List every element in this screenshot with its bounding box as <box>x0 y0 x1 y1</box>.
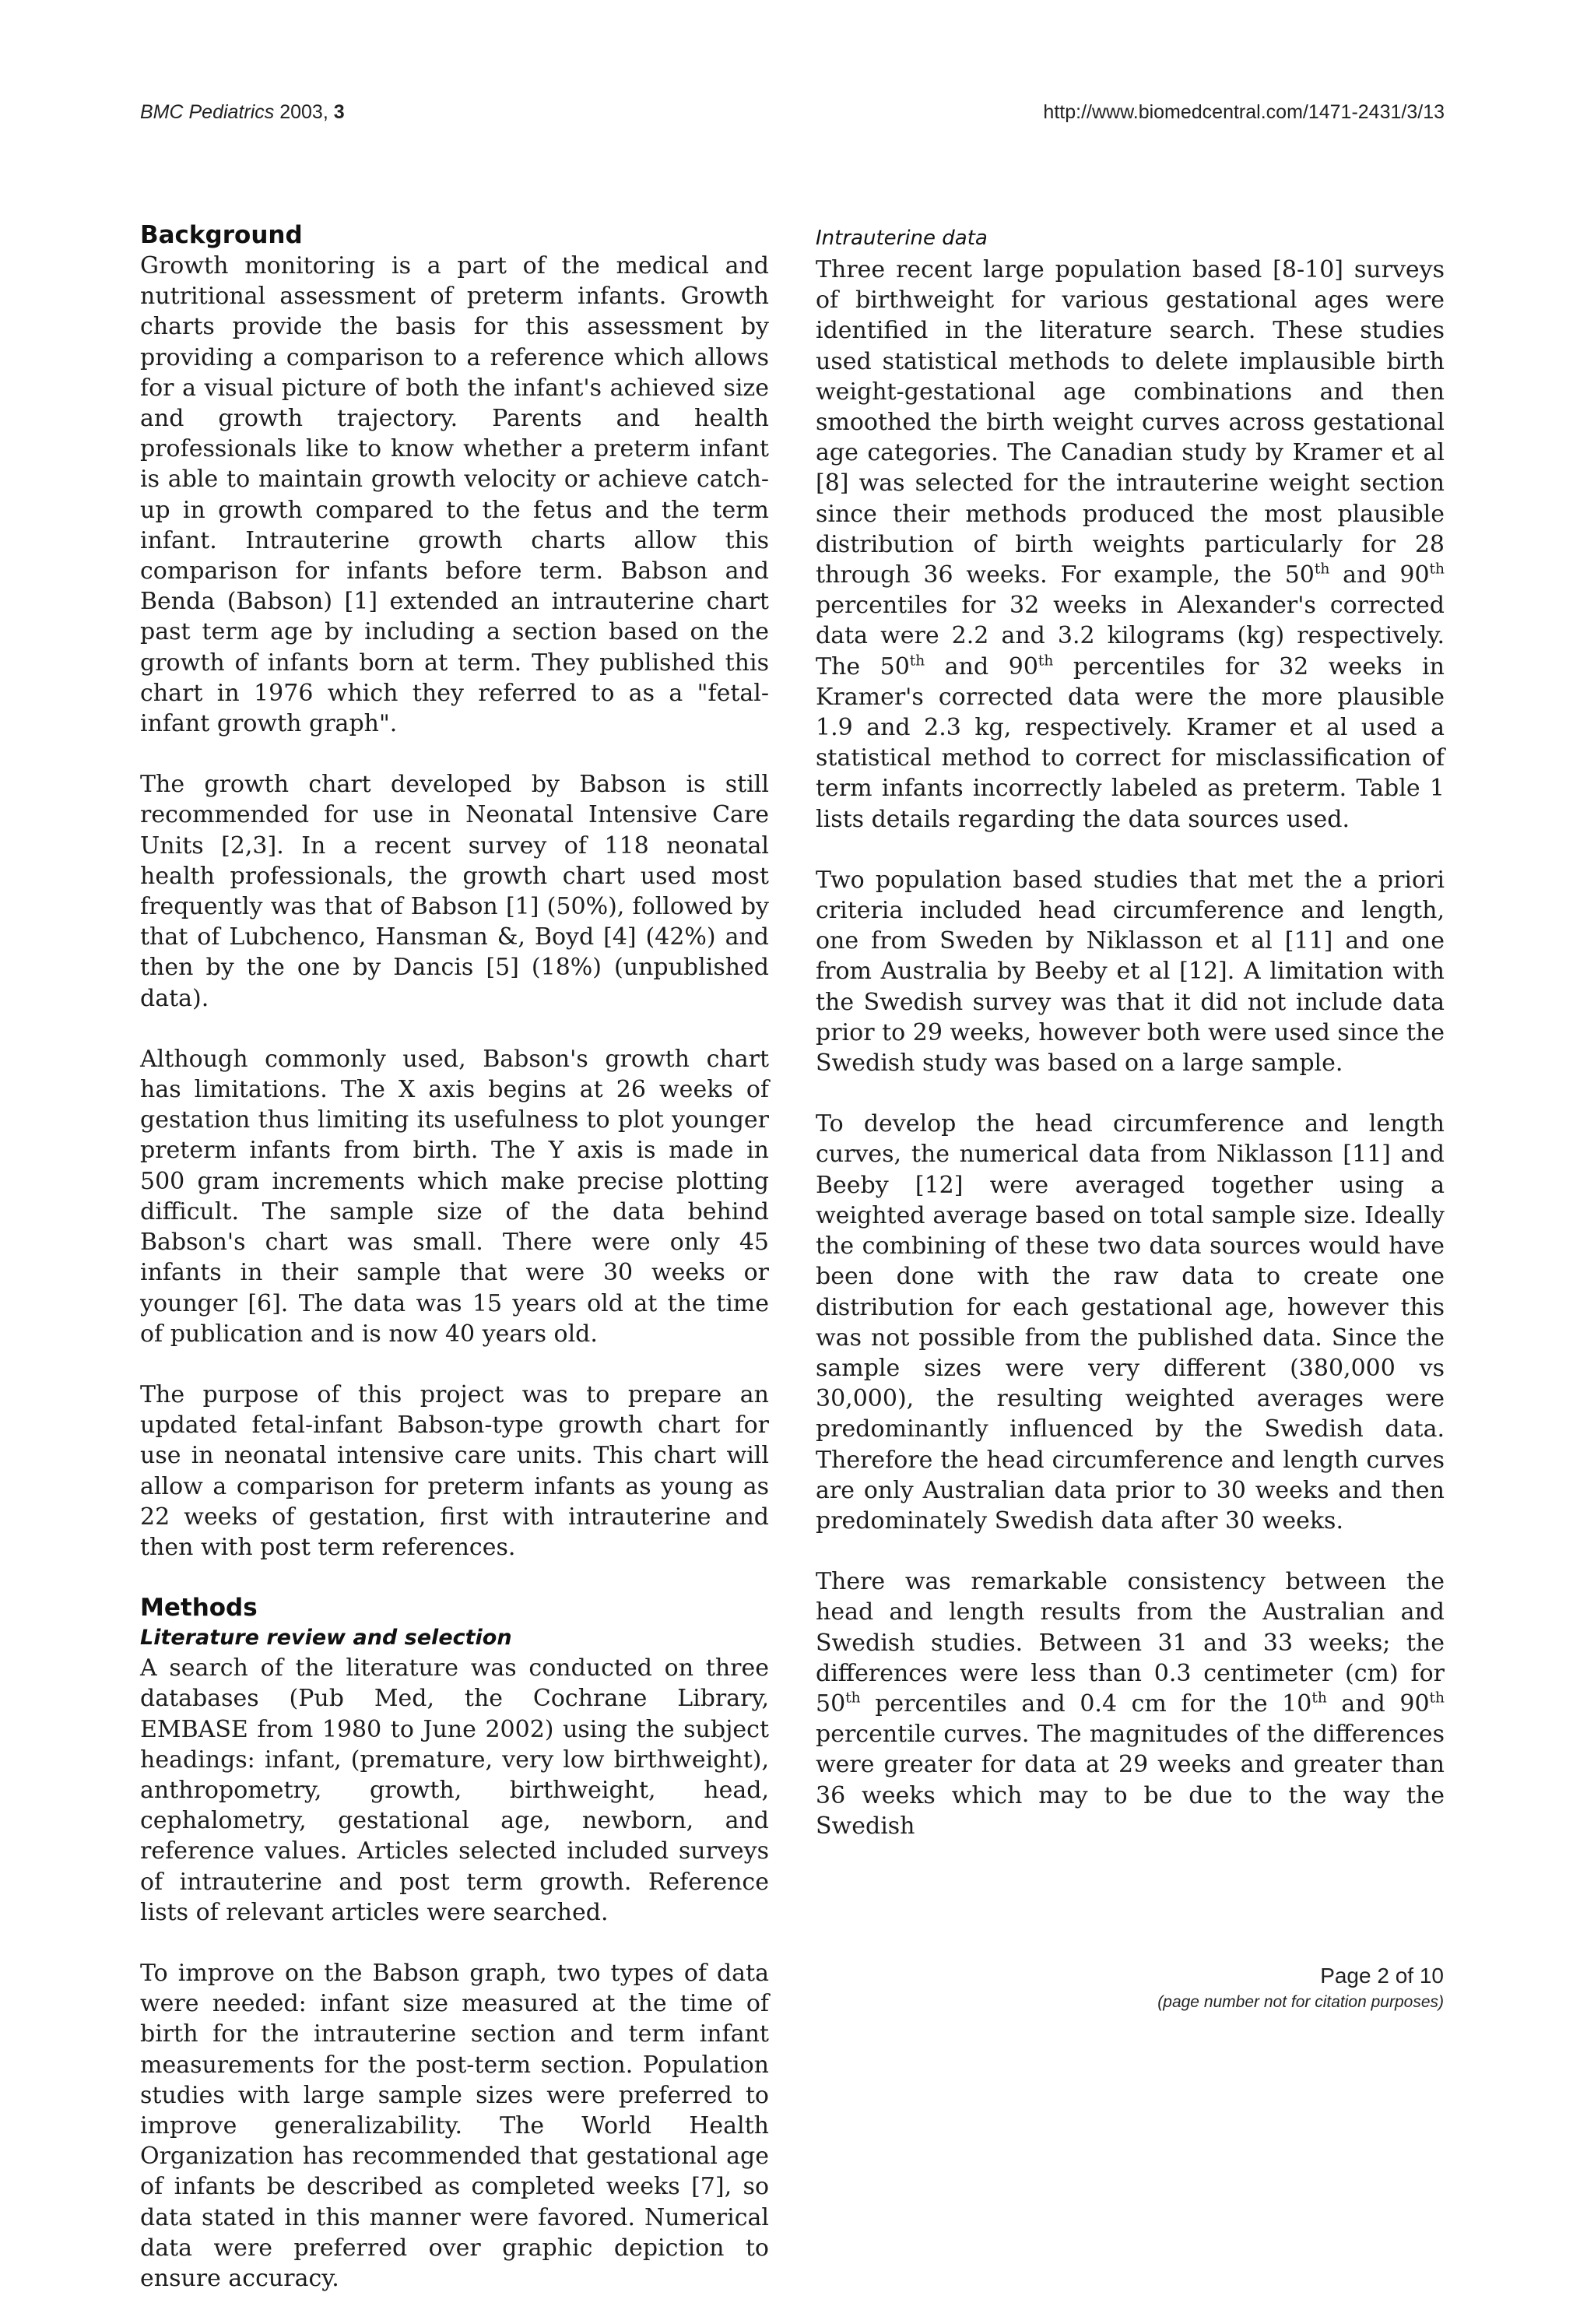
superscript: th <box>909 652 925 670</box>
text-run: There was remarkable consistency between the head and length results from the Australian and Swedish studies. Between 31 and 33 weeks; the differences were less than 0.3 centimeter (cm) for 50 <box>816 1568 1445 1718</box>
text-run: and 90 <box>925 652 1038 680</box>
page-number: Page 2 of 10 <box>1320 1964 1444 1988</box>
methods-paragraph-4: Two population based studies that met the a priori criteria included head circumference and length, one from Sweden by Niklasson et al [11] and one from Australia by Beeby et al [12]. A limitation with the Swedish survey was that it did not include data prior to 29 weeks, however both were used since the Swedish study was based on a large sample. <box>816 866 1445 1078</box>
article-url[interactable]: http://www.biomedcentral.com/1471-2431/3/13 <box>1043 101 1445 123</box>
text-run: Three recent large population based [8-10] surveys of birthweight for various gestational ages were identified in the literature search. These studies used statistical methods to delete implausible birth weight-gestational age combinations and then smoothed the birth weight curves across gestational age categories. The Canadian study by Kramer et al [8] was selected for the intrauterine weight section since their methods produced the most plausible distribution of birth weights particularly for 28 through 36 weeks. For example, the 50 <box>816 256 1445 589</box>
methods-paragraph-2: To improve on the Babson graph, two types of data were needed: infant size measured at the time of birth for the intrauterine section and term infant measurements for the post-term section. Population studies with large sample sizes were preferred to improve generalizability. The World Health Organization has recommended that gestational age of infants be described as completed weeks [7], so data stated in this manner were favored. Numerical data were preferred over graphic depiction to ensure accuracy. <box>140 1959 769 2292</box>
text-run: and 90 <box>1329 561 1430 589</box>
superscript: th <box>1038 652 1054 670</box>
text-run: percentiles for 32 weeks in Kramer's corrected data were the more plausible 1.9 and 2.3 kg, respectively. Kramer et al used a statistical method to correct for misclassification of term infants incorrectly labeled as preterm. Table 1 lists details regarding the data sources used. <box>816 652 1445 833</box>
superscript: th <box>1311 1689 1327 1707</box>
background-paragraph-3: Although commonly used, Babson's growth chart has limitations. The X axis begins at 26 weeks of gestation thus limiting its usefulness to plot younger preterm infants from birth. The Y axis is made in 500 gram increments which make precise plotting difficult. The sample size of the data behind Babson's chart was small. There were only 45 infants in their sample that were 30 weeks or younger [6]. The data was 15 years old at the time of publication and is now 40 years old. <box>140 1045 769 1348</box>
methods-paragraph-3 <box>816 255 1445 835</box>
right-column <box>816 220 1445 1872</box>
methods-heading: Methods <box>140 1594 258 1623</box>
journal-citation <box>140 101 345 124</box>
left-column <box>140 220 769 2324</box>
literature-review-heading: Literature review and selection <box>140 1626 512 1651</box>
superscript: th <box>845 1689 861 1707</box>
page-footer <box>1157 1962 1444 2015</box>
superscript: th <box>1314 561 1330 578</box>
superscript: th <box>1429 561 1445 578</box>
background-paragraph-1: Growth monitoring is a part of the medical and nutritional assessment of preterm infants. Growth charts provide the basis for this assessment by providing a comparison to a reference which allows for a visual picture of both the infant's achieved size and growth trajectory. Parents and health professionals like to know whether a preterm infant is able to maintain growth velocity or achieve catch-up in growth compared to the fetus and the term infant. Intrauterine growth charts allow this comparison for infants before term. Babson and Benda (Babson) [1] extended an intrauterine chart past term age by including a section based on the growth of infants born at term. They published this chart in 1976 which they referred to as a "fetal-infant growth graph". <box>140 252 769 738</box>
journal-name: BMC Pediatrics <box>140 101 275 123</box>
text-run: and 90 <box>1326 1689 1430 1718</box>
text-run: percentiles for 32 weeks in Alexander's corrected data were 2.2 and 3.2 kilograms (kg) respectively. The 50 <box>816 592 1445 680</box>
background-paragraph-2: The growth chart developed by Babson is still recommended for use in Neonatal Intensive Care Units [2,3]. In a recent survey of 118 neonatal health professionals, the growth chart used most frequently was that of Babson [1] (50%), followed by that of Lubchenco, Hansman &, Boyd [4] (42%) and then by the one by Dancis [5] (18%) (unpublished data). <box>140 771 769 1012</box>
text-run: percentile curves. The magnitudes of the differences were greater for data at 29 weeks and greater than 36 weeks which may to be due to the way the Swedish <box>816 1721 1445 1840</box>
superscript: th <box>1429 1689 1445 1707</box>
methods-paragraph-5: To develop the head circumference and length curves, the numerical data from Niklasson [11] and Beeby [12] were averaged together using a weighted average based on total sample size. Ideally the combining of these two data sources would have been done with the raw data to create one distribution for each gestational age, however this was not possible from the published data. Since the sample sizes were very different (380,000 vs 30,000), the resulting weighted averages were predominantly influenced by the Swedish data. Therefore the head circumference and length curves are only Australian data prior to 30 weeks and then predominately Swedish data after 30 weeks. <box>816 1110 1445 1535</box>
methods-paragraph-1: A search of the literature was conducted on three databases (Pub Med, the Cochrane Library, EMBASE from 1980 to June 2002) using the subject headings: infant, (premature, very low birthweight), anthropometry, growth, birthweight, head, cephalometry, gestational age, newborn, and reference values. Articles selected included surveys of intrauterine and post term growth. Reference lists of relevant articles were searched. <box>140 1654 769 1926</box>
journal-volume: 3 <box>333 101 345 123</box>
journal-year: 2003, <box>274 101 334 123</box>
background-heading: Background <box>140 221 303 249</box>
text-run: percentiles and 0.4 cm for the 10 <box>860 1689 1312 1718</box>
running-head <box>140 101 1445 124</box>
methods-paragraph-6 <box>816 1566 1445 1841</box>
background-paragraph-4: The purpose of this project was to prepare an updated fetal-infant Babson-type growth chart for use in neonatal intensive care units. This chart will allow a comparison for preterm infants as young as 22 weeks of gestation, first with intrauterine and then with post term references. <box>140 1380 769 1561</box>
page-number-note: (page number not for citation purposes) <box>1157 1993 1444 2011</box>
intrauterine-data-heading: Intrauterine data <box>816 227 988 250</box>
